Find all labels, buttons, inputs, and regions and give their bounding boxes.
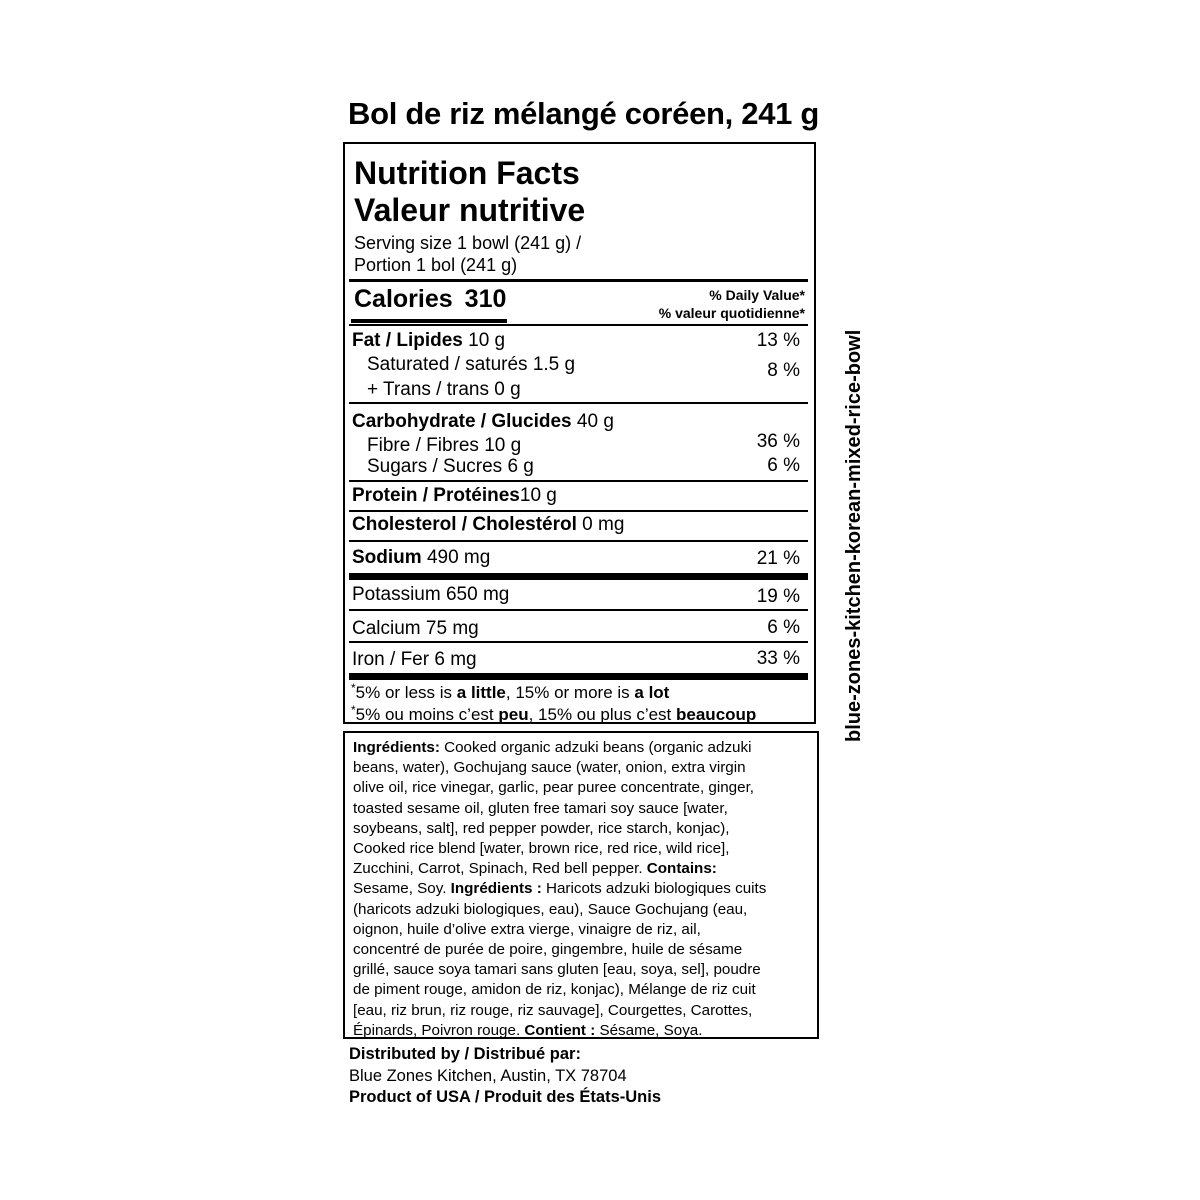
contains-label: Contains: bbox=[646, 860, 717, 878]
sodium-row bbox=[352, 547, 490, 569]
footnote-emphasis: peu bbox=[498, 705, 529, 724]
ingredients-line: olive oil, rice vinegar, garlic, pear puree concentrate, ginger, bbox=[353, 779, 755, 797]
divider-thick bbox=[349, 279, 808, 282]
cholesterol-amount: 0 mg bbox=[582, 514, 625, 535]
footnote-text: 5% or less is bbox=[355, 683, 457, 702]
divider bbox=[349, 540, 808, 542]
carbohydrate-row bbox=[352, 411, 614, 433]
fat-amount: 10 g bbox=[468, 330, 506, 351]
divider-thick bbox=[349, 673, 808, 680]
ingredients-text: Haricots adzuki biologiques cuits bbox=[541, 880, 767, 898]
distribution-info bbox=[349, 1044, 661, 1109]
carbohydrate-label: Carbohydrate / Glucides bbox=[352, 411, 572, 432]
ingredients-label: Ingrédients: bbox=[353, 739, 440, 756]
distributor-address: Blue Zones Kitchen, Austin, TX 78704 bbox=[349, 1066, 627, 1085]
footnote-text: 5% ou moins c’est bbox=[355, 705, 499, 724]
serving-size: Serving size 1 bowl (241 g) / bbox=[354, 233, 582, 253]
daily-value-header: % Daily Value* bbox=[709, 287, 805, 303]
fibre-dv: 36 % bbox=[756, 431, 800, 452]
ingredients-line: oignon, huile d’olive extra vierge, vinaigre de riz, ail, bbox=[353, 920, 701, 938]
ingredients-line bbox=[353, 1021, 811, 1041]
nutrition-facts-panel bbox=[343, 142, 816, 724]
divider bbox=[349, 324, 808, 326]
ingredients-line: concentré de purée de poire, gingembre, huile de sésame bbox=[353, 941, 743, 959]
ingredients-line bbox=[353, 879, 811, 899]
ingredients-line bbox=[353, 859, 811, 879]
fat-label: Fat / Lipides bbox=[352, 330, 463, 351]
divider bbox=[349, 510, 808, 512]
footnote-star: * bbox=[351, 681, 356, 695]
distributed-by-label: Distributed by / Distribué par: bbox=[349, 1045, 581, 1063]
calcium-dv: 6 % bbox=[767, 617, 800, 638]
calcium-row: Calcium 75 mg bbox=[352, 618, 479, 639]
footnote-emphasis: a little bbox=[456, 683, 506, 702]
sodium-label: Sodium bbox=[352, 547, 422, 568]
ingredients-line: grillé, sauce soya tamari sans gluten [eau, soya, sel], poudre bbox=[353, 961, 761, 979]
trans-row: + Trans / trans 0 g bbox=[367, 379, 521, 400]
calories-underline bbox=[351, 319, 507, 323]
product-title: Bol de riz mélangé coréen, 241 g bbox=[348, 96, 820, 131]
potassium-row: Potassium 650 mg bbox=[352, 584, 510, 605]
saturated-row: Saturated / saturés 1.5 g bbox=[367, 354, 576, 375]
cholesterol-row bbox=[352, 514, 624, 536]
footnote-emphasis: a lot bbox=[634, 683, 670, 702]
calories-value: 310 bbox=[464, 285, 507, 313]
cholesterol-label: Cholesterol / Cholestérol bbox=[352, 514, 577, 535]
footnote-text: , 15% ou plus c’est bbox=[528, 705, 677, 724]
fibre-row: Fibre / Fibres 10 g bbox=[367, 435, 522, 456]
calories-row bbox=[354, 285, 506, 314]
ingredients-text: Zucchini, Carrot, Spinach, Red bell pepper. bbox=[353, 860, 647, 878]
ingredients-text: Épinards, Poivron rouge. bbox=[353, 1021, 525, 1039]
potassium-dv: 19 % bbox=[756, 586, 800, 607]
daily-value-header-fr: % valeur quotidienne* bbox=[658, 305, 805, 321]
sodium-amount: 490 mg bbox=[426, 547, 491, 568]
sugars-dv: 6 % bbox=[767, 455, 800, 476]
footnote-text: , 15% or more is bbox=[505, 683, 635, 702]
fat-dv: 13 % bbox=[756, 330, 800, 351]
divider bbox=[349, 609, 808, 611]
ingredients-panel bbox=[343, 731, 819, 1039]
protein-label: Protein / Protéines bbox=[352, 485, 520, 506]
carbohydrate-amount: 40 g bbox=[576, 411, 614, 432]
ingredients-text: Sesame, Soy. bbox=[353, 880, 451, 898]
protein-amount: 10 g bbox=[519, 485, 557, 506]
ingredients-line: toasted sesame oil, gluten free tamari soy sauce [water, bbox=[353, 799, 728, 817]
iron-dv: 33 % bbox=[756, 648, 800, 669]
ingredients-label-fr: Ingrédients : bbox=[450, 880, 542, 898]
sodium-dv: 21 % bbox=[756, 548, 800, 569]
footnote-fr bbox=[351, 705, 756, 725]
divider bbox=[349, 402, 808, 404]
valeur-nutritive-heading: Valeur nutritive bbox=[354, 192, 586, 228]
iron-row: Iron / Fer 6 mg bbox=[352, 649, 477, 670]
footnote-emphasis: beaucoup bbox=[676, 705, 757, 724]
protein-row bbox=[352, 485, 557, 507]
nutrition-facts-heading: Nutrition Facts bbox=[354, 155, 580, 191]
saturated-dv: 8 % bbox=[767, 360, 800, 381]
ingredients-line: beans, water), Gochujang sauce (water, onion, extra virgin bbox=[353, 759, 746, 777]
sugars-row: Sugars / Sucres 6 g bbox=[367, 456, 534, 477]
ingredients-line bbox=[353, 738, 811, 758]
ingredients-line: [eau, riz brun, riz rouge, riz sauvage], Courgettes, Carottes, bbox=[353, 1001, 753, 1019]
ingredients-text: Cooked organic adzuki beans (organic adzuki bbox=[439, 739, 752, 756]
divider bbox=[349, 641, 808, 643]
ingredients-line: soybeans, salt], red pepper powder, rice starch, konjac), bbox=[353, 819, 730, 837]
serving-size-fr: Portion 1 bol (241 g) bbox=[354, 255, 518, 275]
ingredients-line: (haricots adzuki biologiques, eau), Sauce Gochujang (eau, bbox=[353, 900, 748, 918]
fat-row bbox=[352, 330, 505, 352]
divider-thick bbox=[349, 573, 808, 580]
ingredients-text: Sésame, Soya. bbox=[595, 1021, 703, 1039]
calories-label: Calories bbox=[354, 285, 453, 313]
divider bbox=[349, 480, 808, 482]
ingredients-line: de piment rouge, amidon de riz, konjac), Mélange de riz cuit bbox=[353, 981, 756, 999]
footnote-star: * bbox=[351, 703, 356, 717]
side-product-slug: blue-zones-kitchen-korean-mixed-rice-bowl bbox=[843, 329, 865, 742]
contient-label: Contient : bbox=[524, 1021, 596, 1039]
ingredients-line: Cooked rice blend [water, brown rice, red rice, wild rice], bbox=[353, 840, 730, 858]
product-origin: Product of USA / Produit des États-Unis bbox=[349, 1088, 661, 1106]
footnote-en bbox=[351, 683, 669, 703]
